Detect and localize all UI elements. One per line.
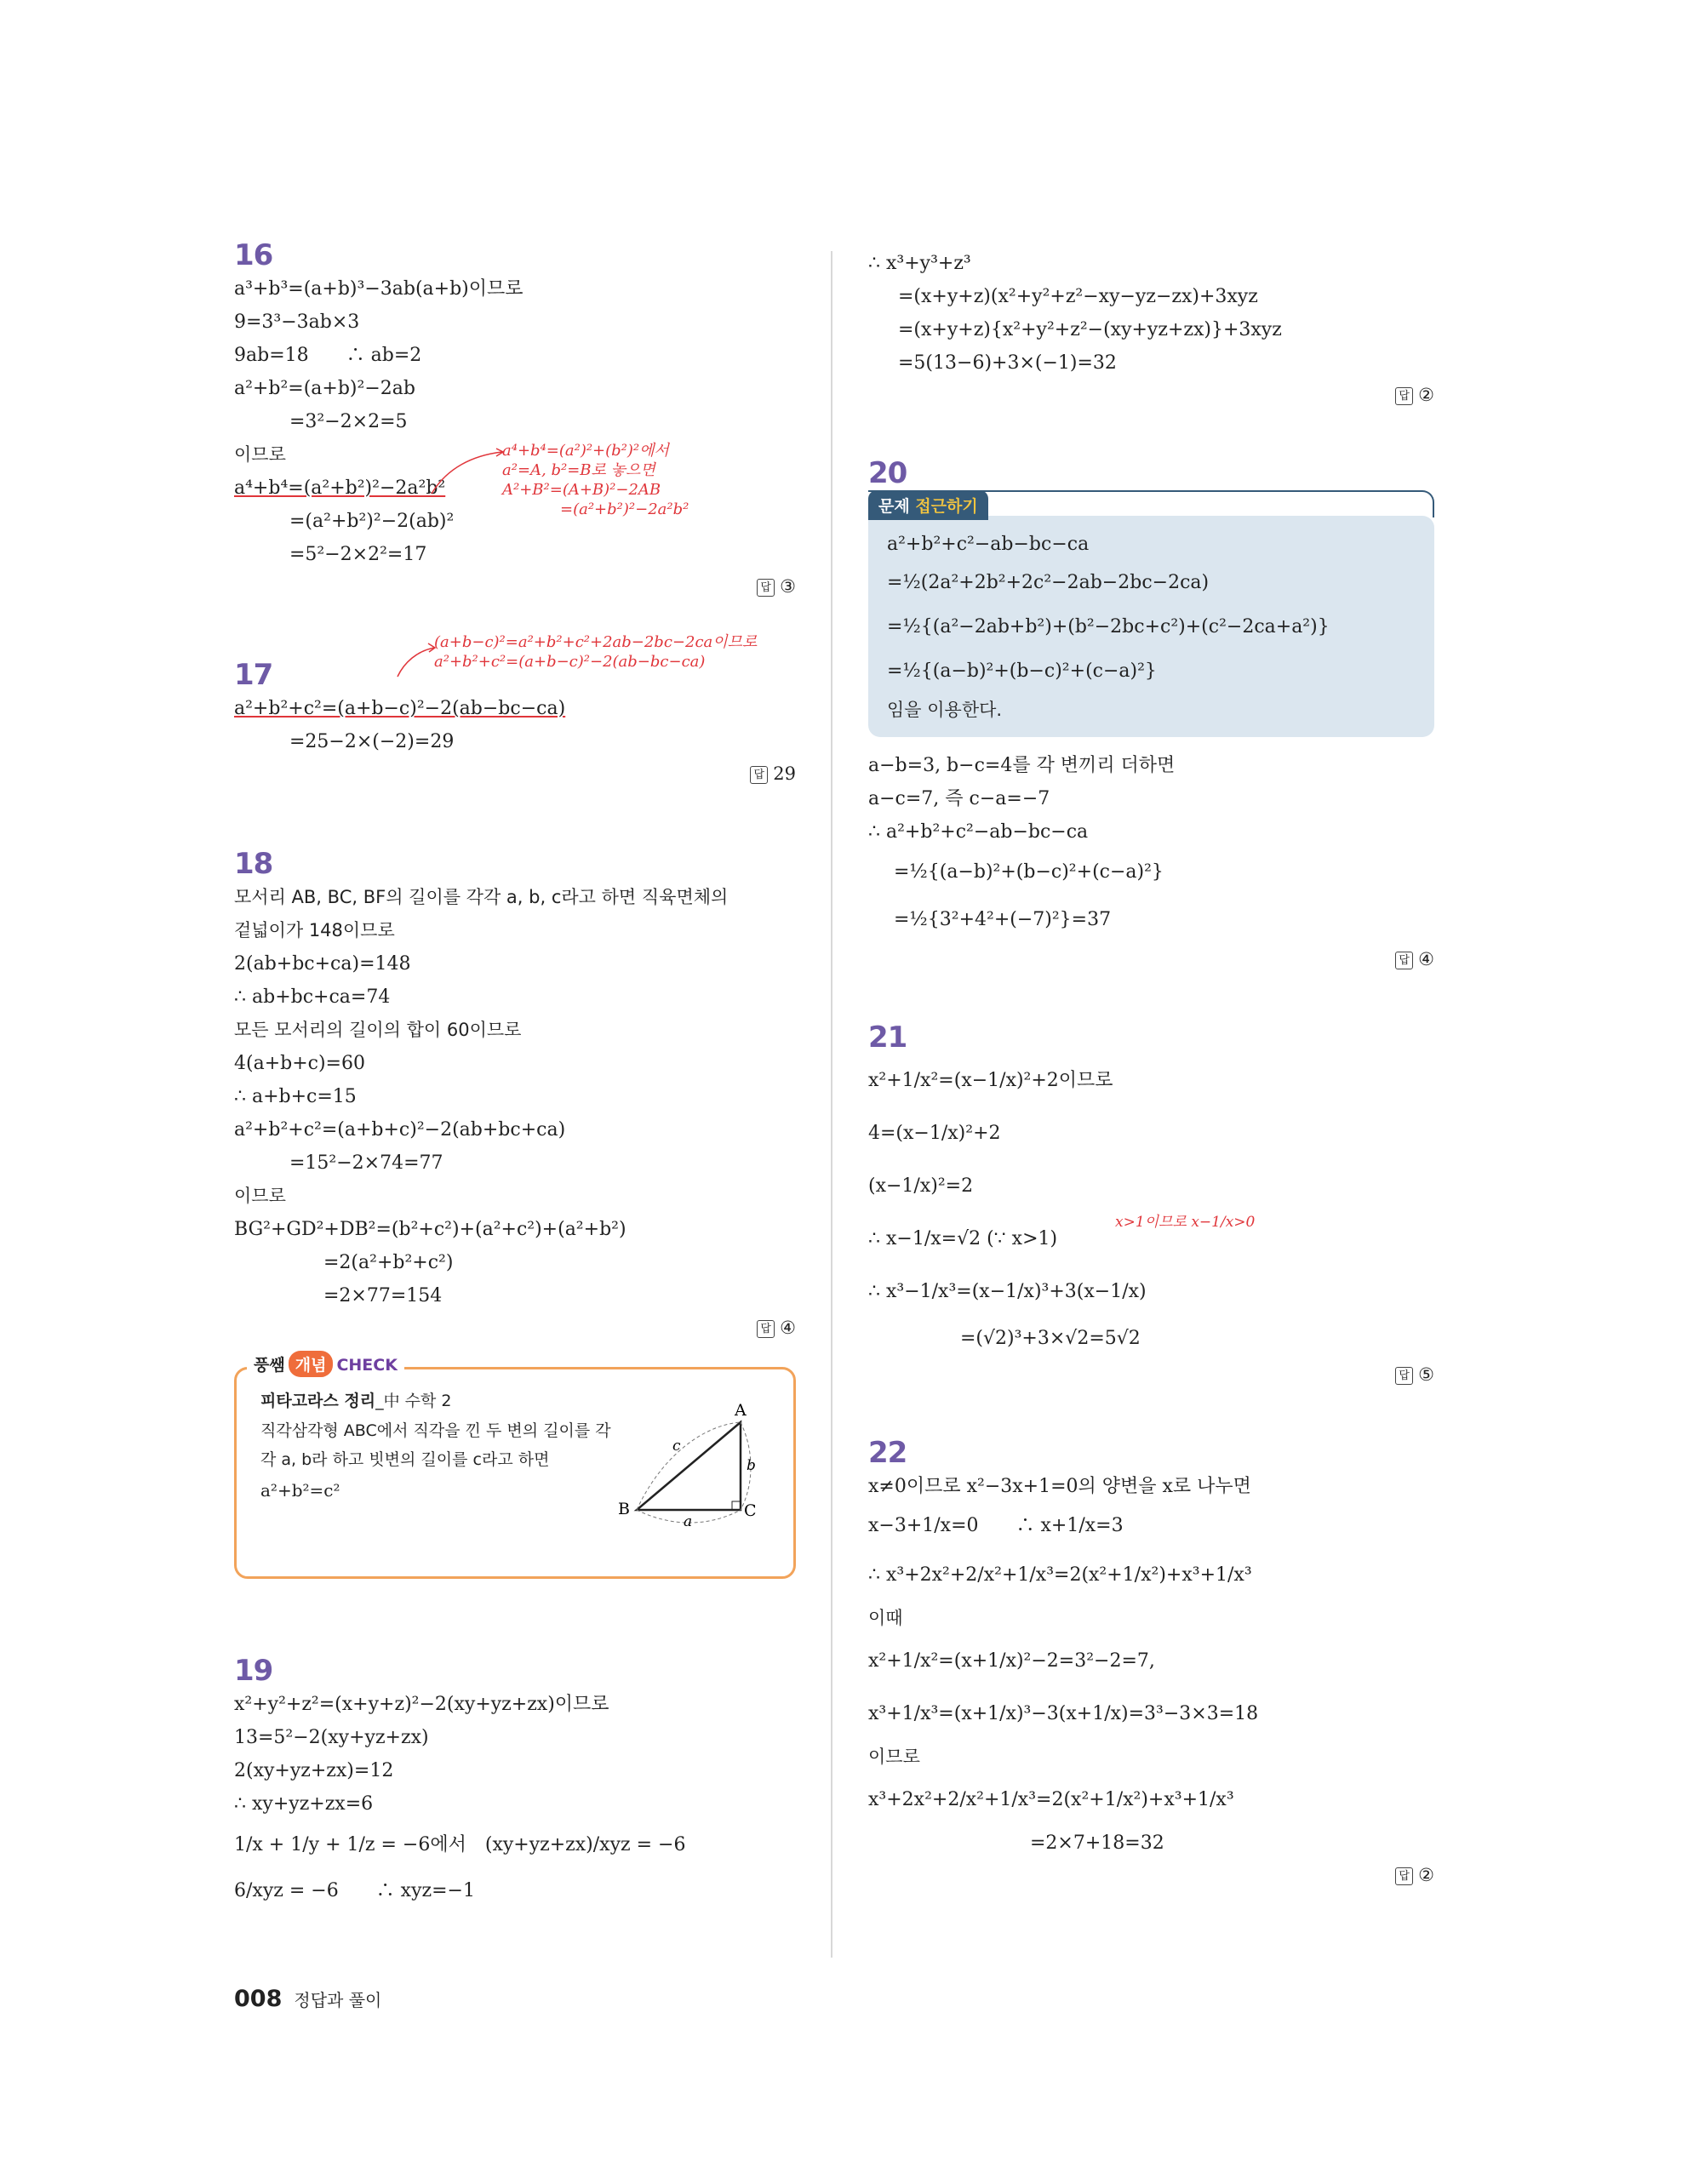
problem-number: 22 xyxy=(868,1436,907,1470)
solution-line: =2(a²+b²+c²) xyxy=(323,1252,454,1273)
solution-line: =25−2×(−2)=29 xyxy=(289,731,455,752)
note-line: a⁴+b⁴=(a²)²+(b²)²에서 xyxy=(502,442,669,460)
solution-line: =5(13−6)+3×(−1)=32 xyxy=(898,352,1117,374)
solution-line: =2×7+18=32 xyxy=(1030,1832,1164,1854)
solution-line xyxy=(234,1821,796,1870)
answer xyxy=(868,1865,1434,1885)
concept-check-header xyxy=(247,1351,404,1377)
solution-line: ∴ x³+2x²+2/x²+1/x³=2(x²+1/x²)+x³+1/x³ xyxy=(868,1564,1252,1586)
vertex-b-label: B xyxy=(618,1500,630,1518)
check-formula: a²+b²=c² xyxy=(260,1480,340,1501)
page-footer xyxy=(234,1986,381,2012)
tab-label-b: 접근하기 xyxy=(915,497,978,516)
side-b-label: b xyxy=(747,1457,756,1474)
problem-20 xyxy=(868,456,1434,969)
answer xyxy=(868,1364,1434,1385)
solution-line: =(x+y+z){x²+y²+z²−(xy+yz+zx)}+3xyz xyxy=(898,319,1282,340)
approach-box-tab xyxy=(868,490,988,520)
problem-21 xyxy=(868,1021,1434,1385)
note-line: A²+B²=(A+B)²−2AB xyxy=(502,481,661,499)
vertex-c-label: C xyxy=(744,1501,757,1520)
answer-value: ② xyxy=(1418,385,1434,405)
side-note xyxy=(434,632,757,672)
solution-line xyxy=(234,692,796,725)
solution-line: x²+1/x²=(x+1/x)²−2=3²−2=7, xyxy=(868,1650,1155,1672)
right-column xyxy=(868,238,1434,1885)
box-line: =½{(a²−2ab+b²)+(b²−2bc+c²)+(c²−2ca+a²)} xyxy=(887,616,1330,637)
problem-number: 20 xyxy=(868,456,907,490)
right-triangle-figure xyxy=(611,1404,764,1531)
solution-line: ∴ x³−1/x³=(x−1/x)³+3(x−1/x) xyxy=(868,1281,1147,1302)
solution-line: =3²−2×2=5 xyxy=(289,411,408,432)
note-line: =(a²+b²)²−2a²b² xyxy=(560,500,689,518)
box-line: a²+b²+c²−ab−bc−ca xyxy=(887,534,1090,555)
problem-18 xyxy=(234,847,796,1579)
box-line: =½{(a−b)²+(b−c)²+(c−a)²} xyxy=(887,660,1157,682)
solution-line: 13=5²−2(xy+yz+zx) xyxy=(234,1727,429,1748)
answer-value: ② xyxy=(1418,1865,1434,1885)
check-title-sub: _中 수학 2 xyxy=(375,1392,452,1410)
solution-line: a³+b³=(a+b)³−3ab(a+b)이므로 xyxy=(234,278,523,300)
problem-number: 17 xyxy=(234,658,273,692)
problem-number: 16 xyxy=(234,238,273,272)
answer-tag: 답 xyxy=(1395,387,1413,405)
check-label: CHECK xyxy=(336,1356,398,1375)
answer xyxy=(868,949,1434,969)
answer-tag: 답 xyxy=(757,579,775,597)
solution-line: (x−1/x)²=2 xyxy=(868,1175,974,1197)
approach-box xyxy=(868,497,1434,737)
fraction-equation: (xy+yz+zx)/xyz = −6 xyxy=(484,1834,686,1855)
solution-line: =½{(a−b)²+(b−c)²+(c−a)²} xyxy=(894,861,1164,883)
solution-line: a²+b²+c²=(a+b+c)²−2(ab+bc+ca) xyxy=(234,1119,566,1141)
solution-line: 겉넓이가 148이므로 xyxy=(234,920,395,940)
answer-tag: 답 xyxy=(1395,1867,1413,1885)
solution-line: ∴ xy+yz+zx=6 xyxy=(234,1793,374,1815)
problem-16 xyxy=(234,238,796,597)
solution-line: 이므로 xyxy=(234,1186,286,1206)
problem-19-continued xyxy=(868,247,1434,405)
note-line: (a+b−c)²=a²+b²+c²+2ab−2bc−2ca이므로 xyxy=(434,633,758,651)
solution-line: 모든 모서리의 길이의 합이 60이므로 xyxy=(234,1020,522,1040)
answer-tag: 답 xyxy=(1395,1367,1413,1385)
solution-line: 모서리 AB, BC, BF의 길이를 각각 a, b, c라고 하면 직육면체의 xyxy=(234,887,729,907)
side-note: x>1이므로 x−1/x>0 xyxy=(1115,1214,1256,1231)
answer-value: ④ xyxy=(1418,949,1434,969)
answer xyxy=(234,763,796,784)
solution-line: =(x+y+z)(x²+y²+z²−xy−yz−zx)+3xyz xyxy=(898,286,1258,307)
solution-line: ∴ ab+bc+ca=74 xyxy=(234,986,391,1008)
answer xyxy=(234,576,796,597)
side-note xyxy=(502,441,689,519)
answer-value: 29 xyxy=(773,763,796,784)
answer-tag: 답 xyxy=(1395,952,1413,969)
footer-label: 정답과 풀이 xyxy=(294,1990,382,2010)
answer-value: ⑤ xyxy=(1418,1364,1434,1385)
solution-line: ∴ a+b+c=15 xyxy=(234,1086,357,1107)
note-arrow xyxy=(430,447,506,498)
solution-line: ∴ x³+y³+z³ xyxy=(868,253,971,274)
solution-line: ∴ a²+b²+c²−ab−bc−ca xyxy=(868,821,1089,843)
column-divider xyxy=(831,251,832,1958)
left-column xyxy=(234,238,796,1912)
underlined-expression: a²+b²+c²=(a+b−c)²−2(ab−bc−ca) xyxy=(234,698,566,719)
solution-line: =½{3²+4²+(−7)²}=37 xyxy=(894,909,1112,930)
problem-number: 21 xyxy=(868,1021,907,1055)
solution-line: 6/xyz = −6 ∴ xyz=−1 xyxy=(234,1880,475,1901)
answer xyxy=(234,1318,796,1338)
check-prefix: 풍쌤 xyxy=(254,1356,285,1375)
problem-number: 18 xyxy=(234,847,273,881)
solution-line: =15²−2×74=77 xyxy=(289,1152,443,1174)
solution-line: a²+b²=(a+b)²−2ab xyxy=(234,378,415,399)
solution-line: BG²+GD²+DB²=(b²+c²)+(a²+c²)+(a²+b²) xyxy=(234,1219,626,1240)
problem-number: 19 xyxy=(234,1654,273,1688)
side-c-label: c xyxy=(672,1438,681,1455)
solution-line: 이므로 xyxy=(234,444,286,465)
solution-line: 9ab=18 ∴ ab=2 xyxy=(234,345,422,366)
solution-line: =(a²+b²)²−2(ab)² xyxy=(289,511,455,532)
problem-17 xyxy=(234,633,796,784)
solution-line: ∴ x−1/x=√2 (∵ x>1) xyxy=(868,1228,1058,1249)
check-title-main: 피타고라스 정리 xyxy=(260,1392,376,1410)
answer-tag: 답 xyxy=(757,1320,775,1338)
problem-19 xyxy=(234,1654,796,1912)
solution-line: x²+1/x²=(x−1/x)²+2이므로 xyxy=(868,1070,1113,1091)
note-line: a²+b²+c²=(a+b−c)²−2(ab−bc−ca) xyxy=(434,653,706,671)
problem-22 xyxy=(868,1436,1434,1885)
answer-value: ③ xyxy=(780,576,796,597)
solution-line: a−b=3, b−c=4를 각 변끼리 더하면 xyxy=(868,755,1176,776)
solution-line: x³+2x²+2/x²+1/x³=2(x²+1/x²)+x³+1/x³ xyxy=(868,1789,1234,1810)
solution-line: x²+y²+z²=(x+y+z)²−2(xy+yz+zx)이므로 xyxy=(234,1694,609,1715)
solution-line: =5²−2×2²=17 xyxy=(289,544,427,565)
check-pill: 개념 xyxy=(289,1351,334,1377)
solution-line: 2(ab+bc+ca)=148 xyxy=(234,953,411,975)
answer-value: ④ xyxy=(780,1318,796,1338)
fraction-equation: 1/x + 1/y + 1/z = −6에서 xyxy=(234,1834,466,1855)
solution-line: 이므로 xyxy=(868,1747,920,1767)
underlined-expression: a⁴+b⁴=(a²+b²)²−2a²b² xyxy=(234,477,446,499)
vertex-a-label: A xyxy=(735,1404,747,1420)
solution-line: 이때 xyxy=(868,1608,903,1628)
page-number: 008 xyxy=(234,1986,283,2012)
note-line: a²=A, b²=B로 놓으면 xyxy=(502,461,655,479)
tab-label-a: 문제 xyxy=(878,497,910,516)
check-text: 직각삼각형 ABC에서 직각을 낀 두 변의 길이를 각각 a, b라 하고 빗변의 길이를 c라고 하면 xyxy=(260,1421,611,1469)
solution-line: x−3+1/x=0 ∴ x+1/x=3 xyxy=(868,1515,1124,1536)
solution-line: 2(xy+yz+zx)=12 xyxy=(234,1760,394,1781)
answer xyxy=(868,385,1434,405)
solution-line: a−c=7, 즉 c−a=−7 xyxy=(868,788,1050,809)
solution-line: x³+1/x³=(x+1/x)³−3(x+1/x)=3³−3×3=18 xyxy=(868,1703,1259,1724)
box-line: =½(2a²+2b²+2c²−2ab−2bc−2ca) xyxy=(887,572,1210,593)
answer-tag: 답 xyxy=(750,766,768,784)
side-a-label: a xyxy=(684,1513,693,1530)
concept-check-box xyxy=(234,1356,796,1579)
solution-line: 9=3³−3ab×3 xyxy=(234,312,360,333)
box-line: 임을 이용한다. xyxy=(887,700,1003,720)
note-arrow xyxy=(396,641,438,679)
solution-line: 4=(x−1/x)²+2 xyxy=(868,1123,1001,1144)
solution-line: =(√2)³+3×√2=5√2 xyxy=(960,1328,1141,1349)
solution-line: 4(a+b+c)=60 xyxy=(234,1053,365,1074)
solution-line: x≠0이므로 x²−3x+1=0의 양변을 x로 나누면 xyxy=(868,1476,1251,1497)
solution-line: =2×77=154 xyxy=(323,1285,443,1306)
